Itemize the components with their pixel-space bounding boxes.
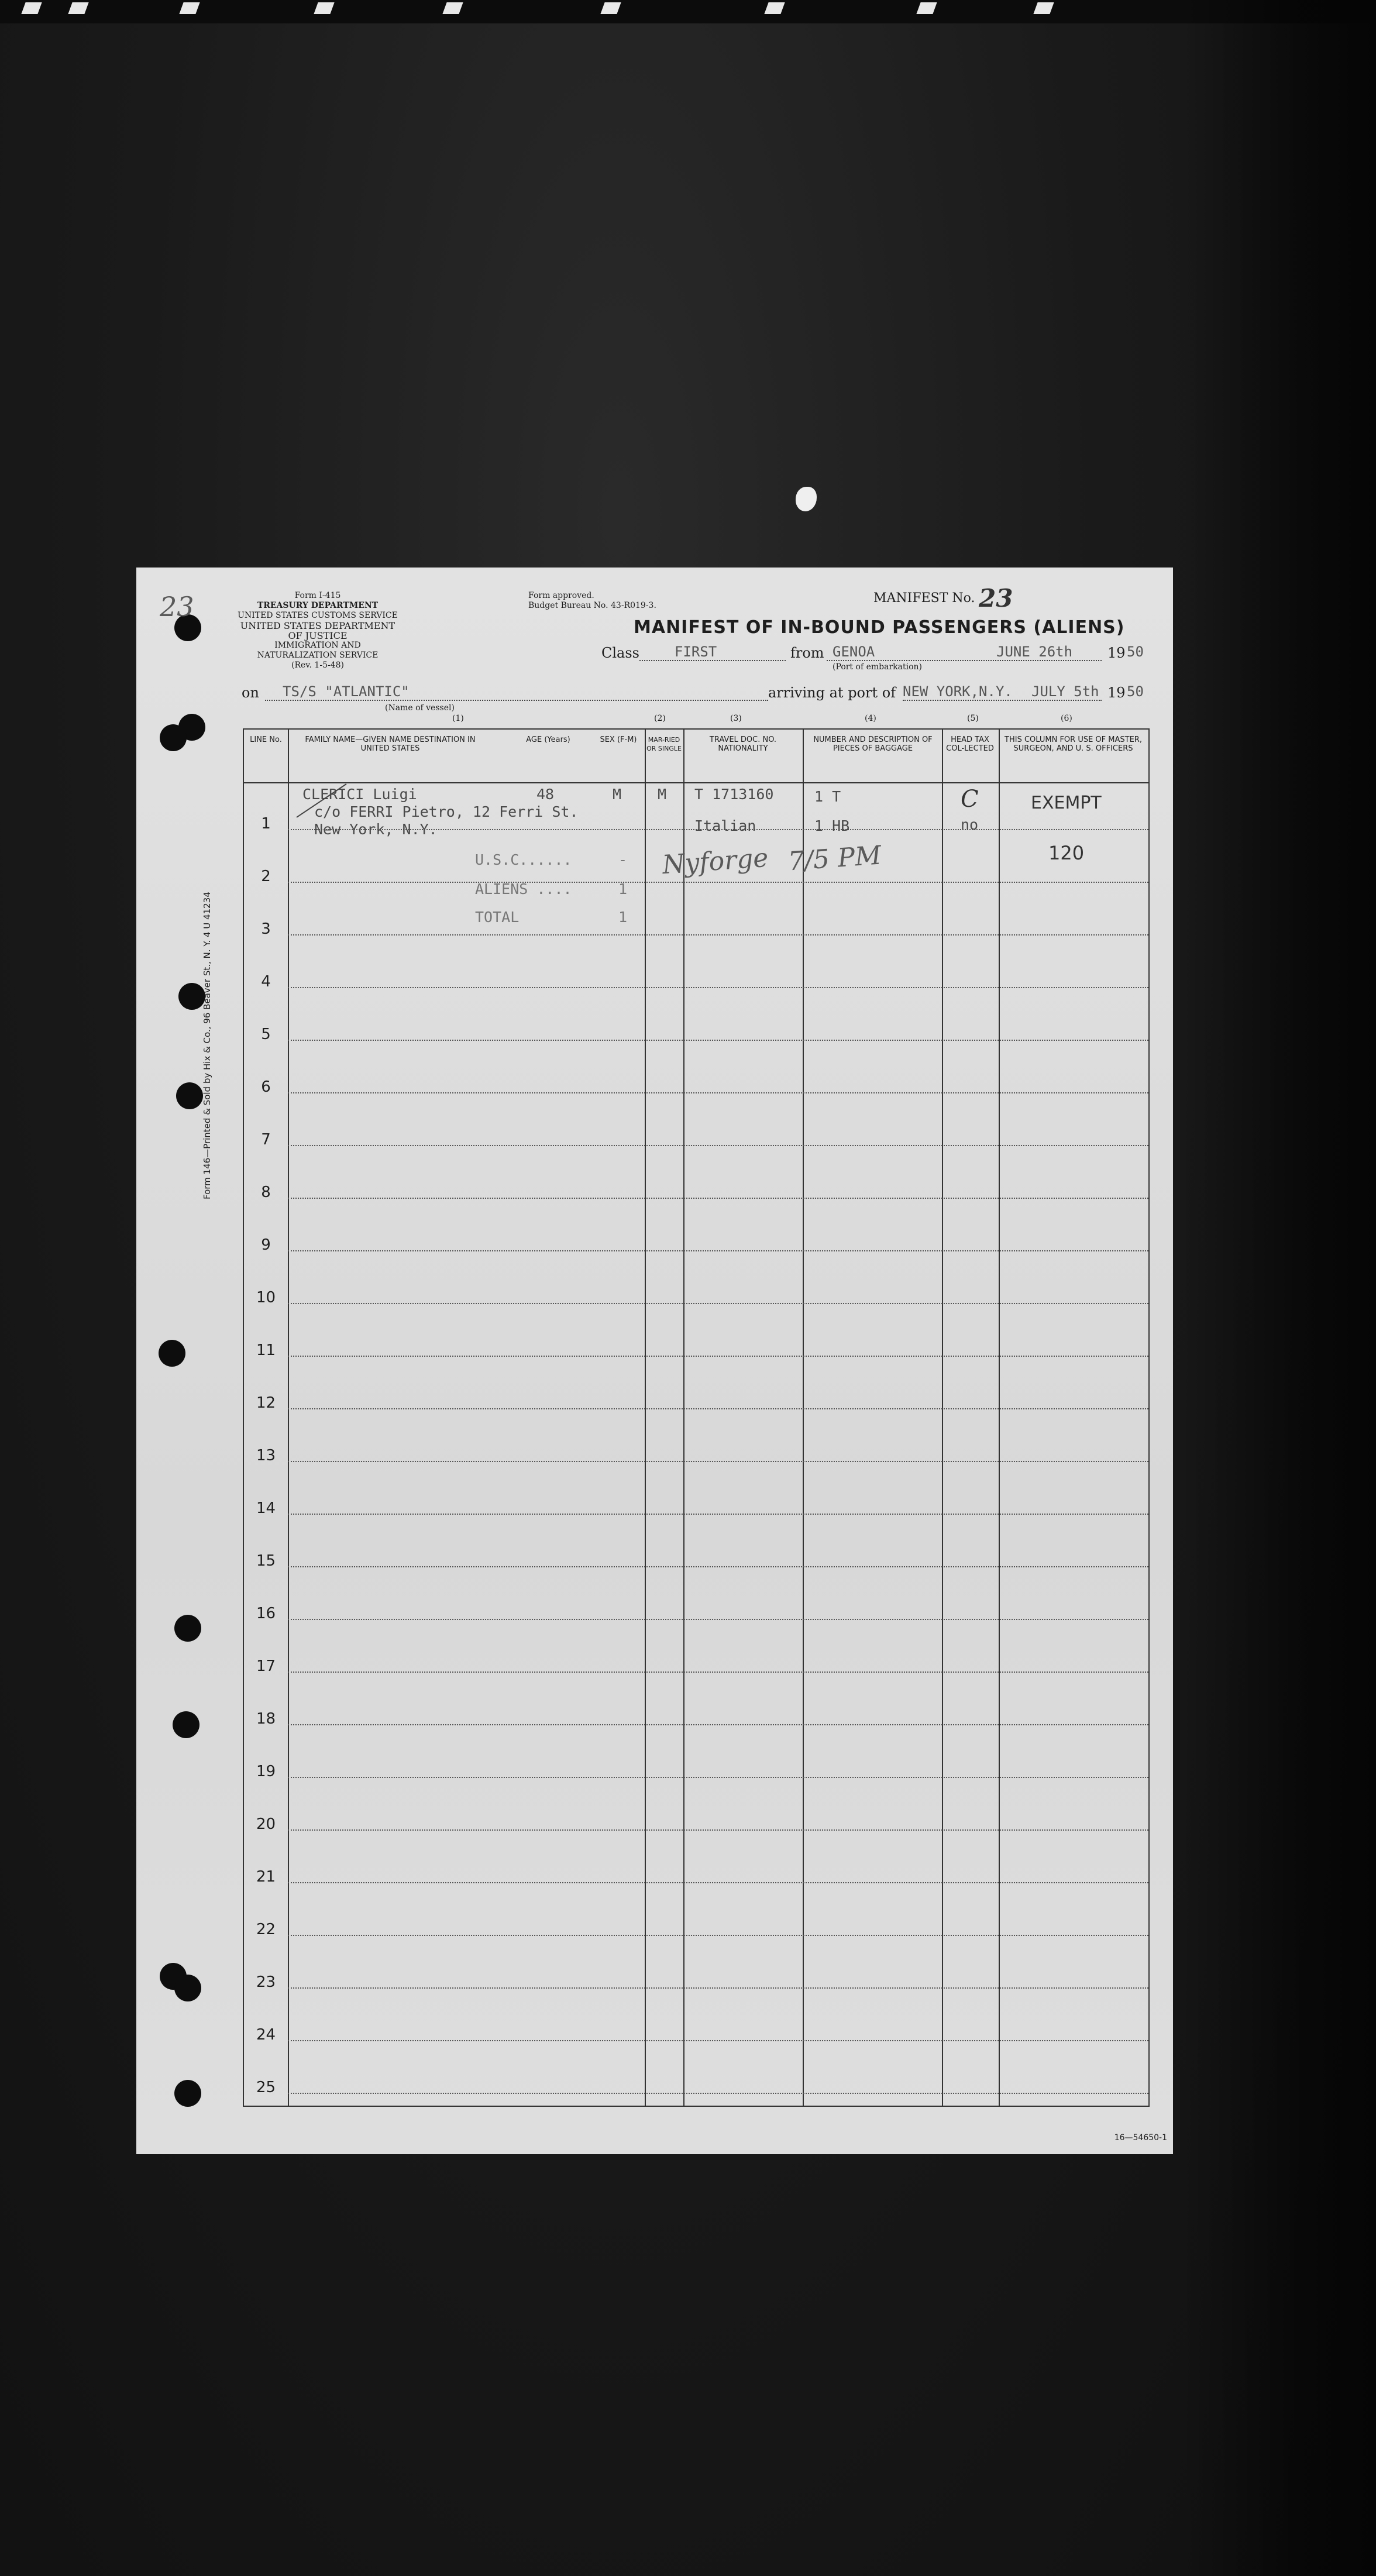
table-row: [244, 1415, 1148, 1468]
row-rule: [288, 1198, 1148, 1199]
col-ref: (1): [452, 714, 464, 723]
class-label: Class: [601, 645, 639, 661]
check-stroke: [294, 779, 352, 820]
line-number: 19: [256, 1763, 276, 1780]
row-rule: [288, 1672, 1148, 1673]
line-number: 13: [256, 1447, 276, 1464]
row-rule: [288, 1514, 1148, 1515]
line-number: 2: [261, 868, 271, 885]
row-rule: [288, 987, 1148, 988]
line-number: 17: [256, 1657, 276, 1675]
line-number: 21: [256, 1868, 276, 1886]
table-row: [244, 1573, 1148, 1626]
col-headtax: HEAD TAX COL-LECTED: [946, 735, 994, 753]
passenger-sex: M: [613, 786, 622, 803]
officer-number: 120: [1048, 842, 1085, 864]
col-name: FAMILY NAME—GIVEN NAME DESTINATION IN UNITED STATES: [305, 735, 476, 753]
line-number: 3: [261, 920, 271, 938]
line-number: 12: [256, 1394, 276, 1412]
table-row: [244, 2047, 1148, 2100]
table-row: [244, 1889, 1148, 1942]
class-value: FIRST: [675, 644, 717, 660]
manifest-label: MANIFEST No.: [873, 591, 975, 606]
vessel-name: TS/S "ATLANTIC": [283, 683, 410, 700]
table-row: [244, 1836, 1148, 1889]
line-number: 4: [261, 973, 271, 990]
table-row: [244, 1626, 1148, 1679]
col-ref: (2): [654, 714, 666, 723]
line-number: 7: [261, 1131, 271, 1148]
row-rule: [288, 1777, 1148, 1778]
row-rule: [288, 1724, 1148, 1725]
approval-note: Form approved. Budget Bureau No. 43-R019-3.: [528, 591, 656, 610]
line-number: 25: [256, 2079, 276, 2096]
row-rule: [288, 1461, 1148, 1462]
row-rule: [288, 1040, 1148, 1041]
line-number: 23: [256, 1973, 276, 1991]
line-number: 11: [256, 1342, 276, 1359]
table-row: [244, 1731, 1148, 1784]
passenger-table: [243, 728, 1150, 2107]
head-tax-mark: C: [961, 786, 979, 813]
table-row: [244, 1994, 1148, 2047]
baggage-line: 1 T: [814, 788, 841, 805]
passenger-city: New York, N.Y.: [314, 821, 438, 838]
vessel-dotline: [265, 700, 768, 701]
form-code: 16—54650-1: [1114, 2133, 1167, 2142]
col-baggage: NUMBER AND DESCRIPTION OF PIECES OF BAGGAGE: [813, 735, 933, 753]
row-rule: [288, 1882, 1148, 1883]
row-rule: [288, 2040, 1148, 2041]
from-dotline: [827, 660, 1102, 661]
table-row: [244, 1047, 1148, 1099]
depart-date: JUNE 26th: [996, 644, 1073, 660]
row-rule: [288, 1092, 1148, 1093]
arrival-dotline: [903, 700, 1102, 701]
row-rule: [288, 1303, 1148, 1304]
table-row: [244, 1679, 1148, 1731]
table-row: [244, 994, 1148, 1047]
line-number: 1: [261, 815, 271, 833]
col-sex: SEX (F-M): [600, 735, 637, 744]
col-line: LINE No.: [250, 735, 282, 744]
film-edge: [0, 0, 1376, 23]
table-row: [244, 1942, 1148, 1994]
year-prefix: 19: [1107, 685, 1126, 701]
arriving-label: arriving at port of: [768, 685, 896, 701]
col-ref: (3): [730, 714, 742, 723]
form-block: Form I-415 TREASURY DEPARTMENT UNITED STATES CUSTOMS SERVICE UNITED STATES DEPARTMENT OF JUSTICE IMMIGRATION AND NATURALIZATION SERVICE (Rev. 1-5-48): [238, 591, 398, 670]
table-row: [244, 1521, 1148, 1573]
inspection-time: 7/5 PM: [787, 840, 883, 877]
arrival-port: NEW YORK,N.Y.: [903, 683, 1013, 700]
col-travel: TRAVEL DOC. NO. NATIONALITY: [709, 735, 777, 753]
punch-hole: [173, 1711, 199, 1738]
punch-hole: [159, 1340, 185, 1367]
edge-shadow: [1182, 0, 1376, 2576]
arrival-year: 50: [1127, 683, 1144, 700]
inspector-signature: Nyforge: [661, 842, 769, 881]
line-number: 20: [256, 1815, 276, 1833]
baggage-line: 1 HB: [814, 817, 850, 834]
col-ref: (4): [865, 714, 876, 723]
passenger-name: CLERICI Luigi: [302, 786, 417, 803]
passenger-married: M: [658, 786, 667, 803]
row-rule: [288, 882, 1148, 883]
depart-year: 50: [1127, 644, 1144, 660]
table-row: [244, 1152, 1148, 1205]
from-port: GENOA: [833, 644, 875, 660]
manifest-number: 23: [979, 584, 1013, 613]
passenger-age: 48: [536, 786, 555, 803]
table-row: [244, 1784, 1148, 1836]
manifest-page: [136, 568, 1173, 2154]
row-rule: [288, 1408, 1148, 1409]
col-age: AGE (Years): [526, 735, 570, 744]
table-row: [244, 1363, 1148, 1415]
col-ref: (6): [1061, 714, 1072, 723]
line-number: 14: [256, 1499, 276, 1517]
row-rule: [288, 1935, 1148, 1936]
line-number: 5: [261, 1026, 271, 1043]
travel-doc: T 1713160: [694, 786, 774, 803]
line-number: 24: [256, 2026, 276, 2044]
punch-hole: [160, 724, 187, 751]
row-rule: [288, 1566, 1148, 1567]
line-number: 18: [256, 1710, 276, 1728]
passenger-address: c/o FERRI Pietro, 12 Ferri St.: [314, 803, 579, 820]
punch-hole: [174, 2080, 201, 2107]
table-row: [244, 1257, 1148, 1310]
exempt-stamp: EXEMPT: [1031, 793, 1102, 813]
row-rule: [288, 934, 1148, 936]
head-tax-value: no: [961, 816, 979, 833]
vessel-caption: (Name of vessel): [385, 703, 455, 713]
row-rule: [288, 1619, 1148, 1620]
usc-value: -: [618, 851, 628, 868]
class-dotline: [639, 660, 786, 661]
punch-hole: [174, 1615, 201, 1642]
printer-imprint: Form 146—Printed & Sold by Hix & Co., 96 Beaver St., N. Y. 4 U 41234: [202, 892, 212, 1199]
table-row: [244, 1099, 1148, 1152]
row-rule: [288, 1829, 1148, 1831]
total-label: TOTAL: [475, 909, 520, 926]
row-rule: [288, 1145, 1148, 1146]
table-row: [244, 941, 1148, 994]
line-number: 16: [256, 1605, 276, 1622]
page-title: MANIFEST OF IN-BOUND PASSENGERS (ALIENS): [634, 617, 1125, 638]
line-number: 15: [256, 1552, 276, 1570]
usc-label: U.S.C......: [475, 851, 572, 868]
table-row: [244, 1310, 1148, 1363]
line-number: 9: [261, 1236, 271, 1254]
line-number: 6: [261, 1078, 271, 1096]
aliens-value: 1: [618, 881, 628, 897]
line-number: 22: [256, 1921, 276, 1938]
on-label: on: [242, 685, 259, 701]
col-married: MAR-RIED OR SINGLE: [646, 736, 682, 752]
punch-hole: [174, 1975, 201, 2001]
punch-hole: [176, 1082, 203, 1109]
row-rule: [288, 1987, 1148, 1989]
col-ref: (5): [967, 714, 979, 723]
page-mark: 23: [160, 591, 194, 622]
nationality: Italian: [694, 817, 756, 834]
col-officers: THIS COLUMN FOR USE OF MASTER, SURGEON, AND U. S. OFFICERS: [1005, 735, 1142, 753]
row-rule: [288, 2093, 1148, 2094]
arrival-date: JULY 5th: [1031, 683, 1099, 700]
aliens-label: ALIENS ....: [475, 881, 572, 897]
row-rule: [288, 1356, 1148, 1357]
from-label: from: [790, 645, 824, 661]
line-number: 10: [256, 1289, 276, 1306]
year-prefix: 19: [1107, 645, 1126, 661]
total-value: 1: [618, 909, 628, 926]
port-caption: (Port of embarkation): [833, 662, 922, 672]
table-row: [244, 1205, 1148, 1257]
table-row: [244, 889, 1148, 941]
table-row: [244, 1468, 1148, 1521]
line-number: 8: [261, 1184, 271, 1201]
row-rule: [288, 1250, 1148, 1251]
